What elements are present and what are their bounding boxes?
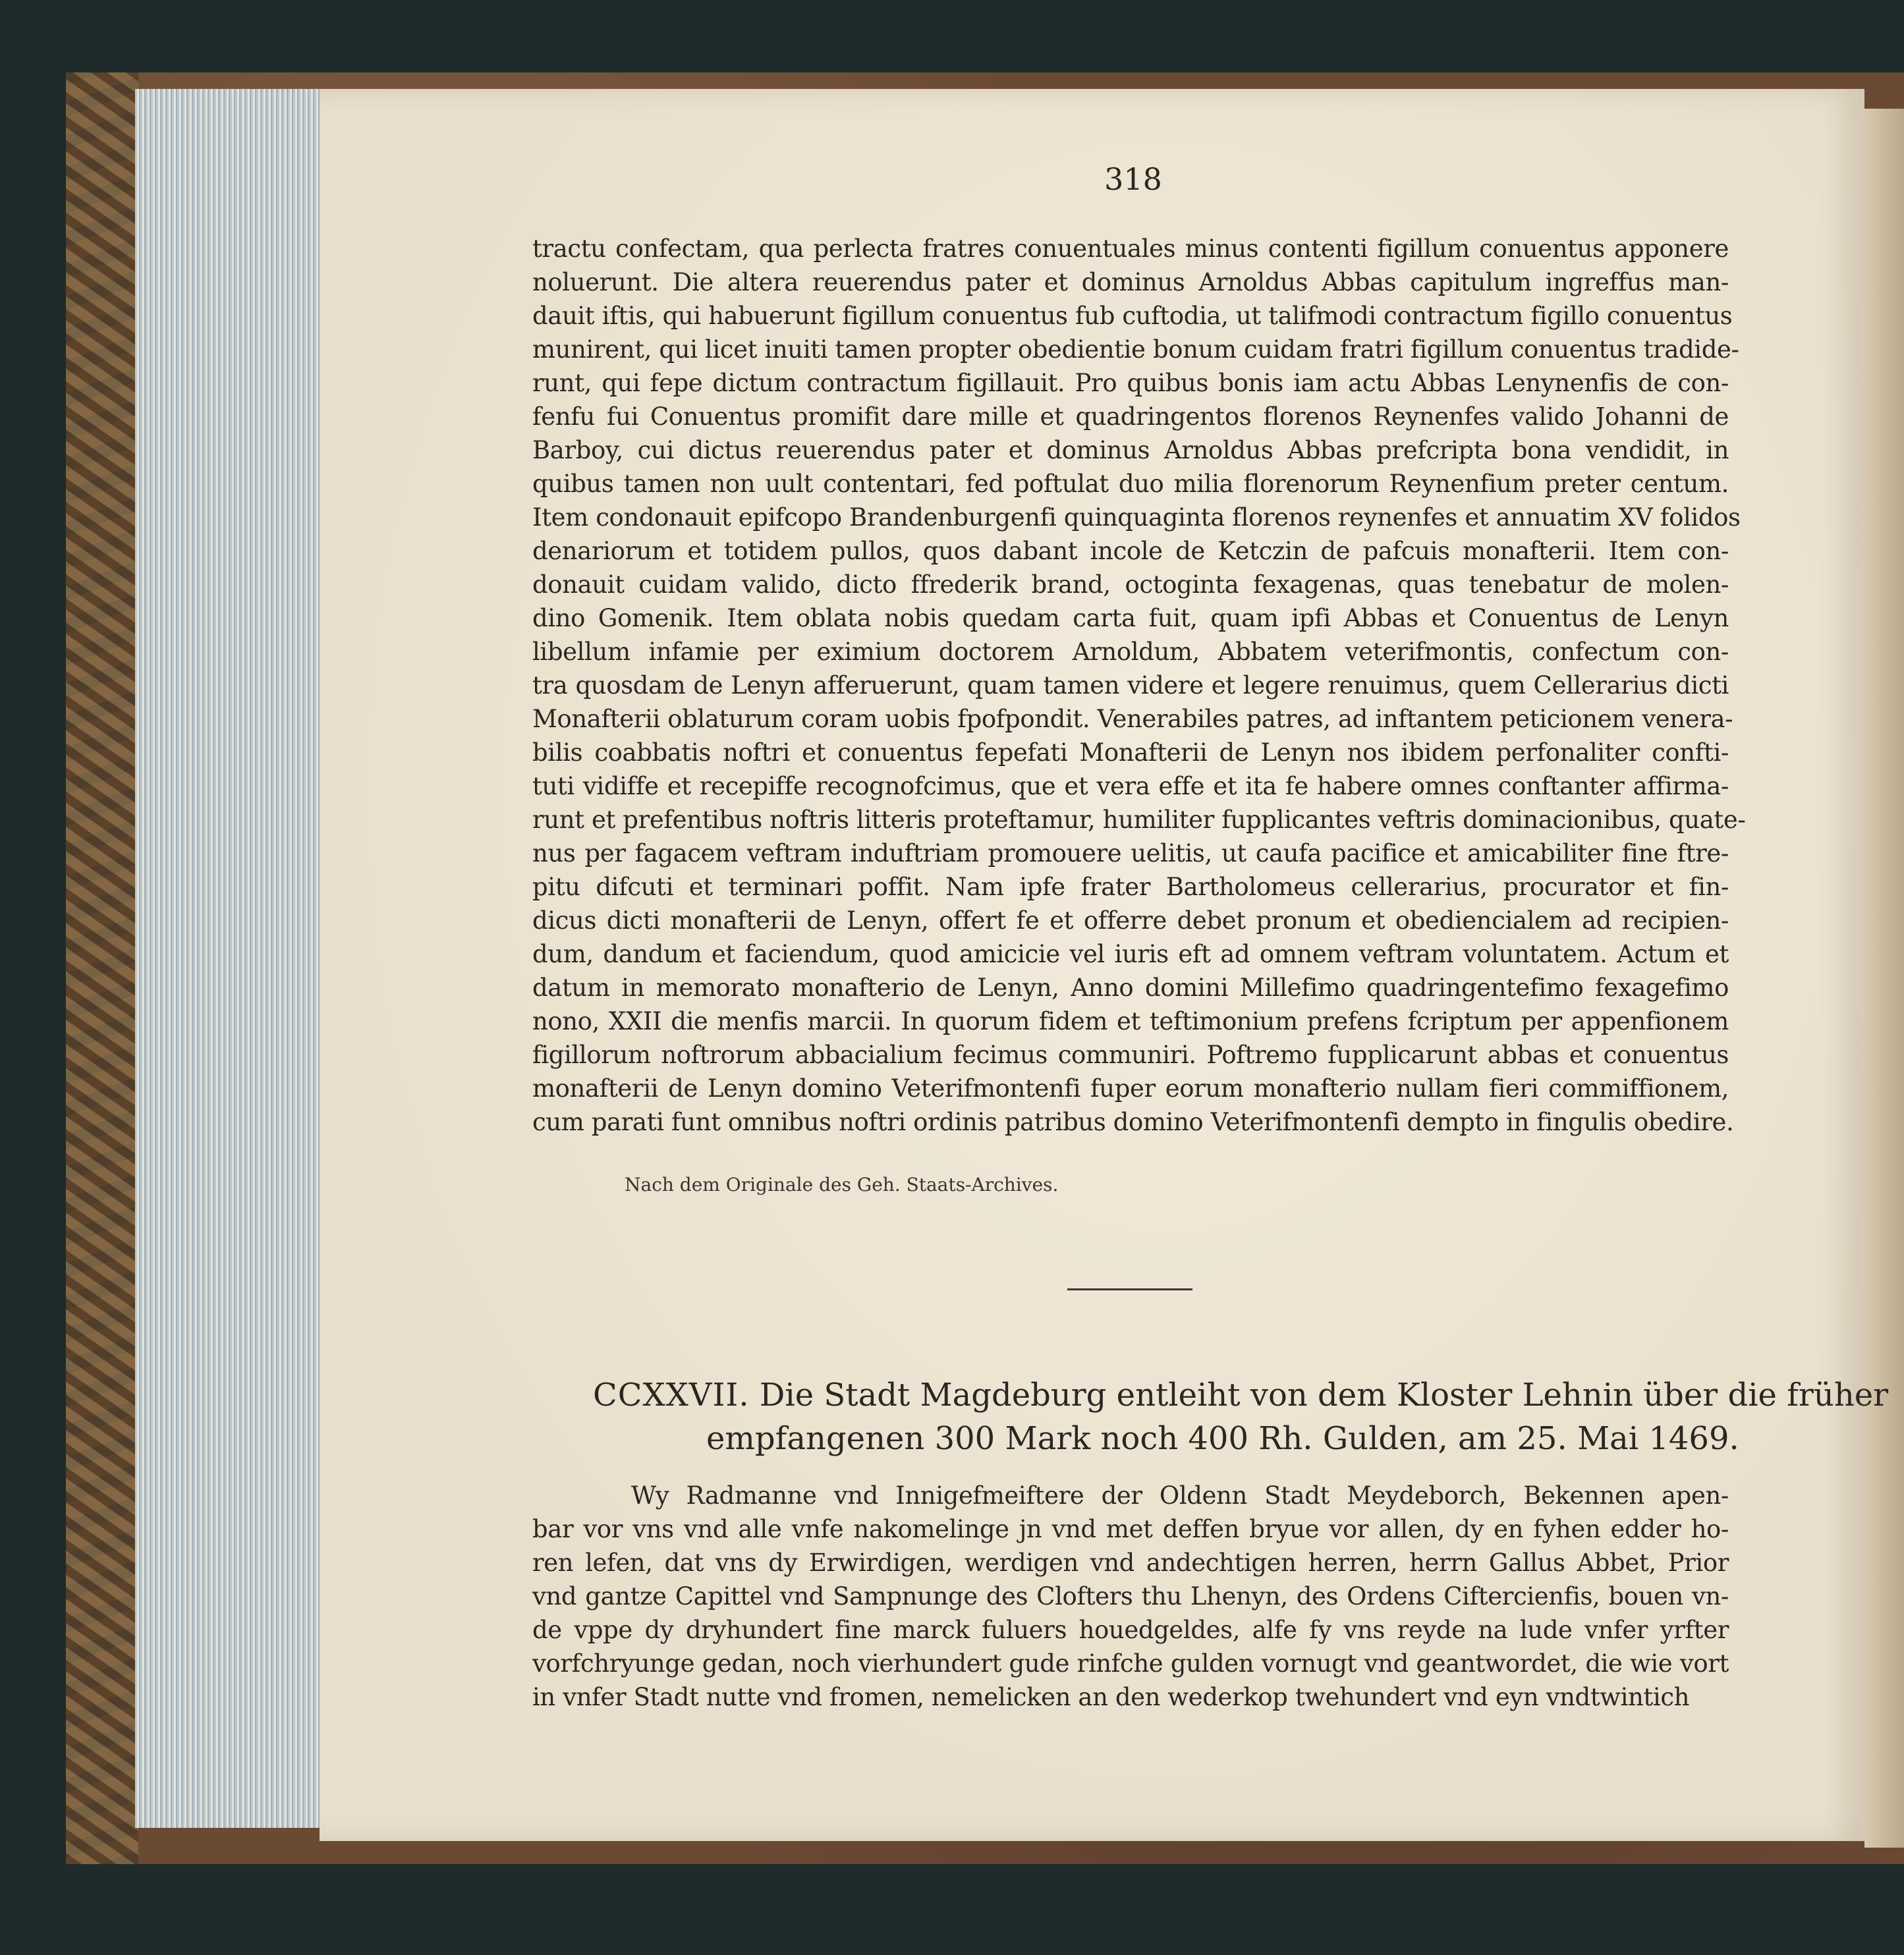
text-line: vnd gantze Capittel vnd Sampnunge des Clofters thu Lhenyn, des Ordens Ciftercienfis, bouen vn- xyxy=(532,1582,1729,1611)
text-line: Wy Radmanne vnd Innigefmeiftere der Oldenn Stadt Meydeborch, Bekennen apen- xyxy=(631,1481,1729,1510)
text-line: Monafterii oblaturum coram uobis fpofpondit. Venerabiles patres, ad inftantem peticionem venera- xyxy=(532,705,1733,733)
text-line: figillorum noftrorum abbacialium fecimus communiri. Poftremo fupplicarunt abbas et conuentus xyxy=(532,1041,1729,1069)
page-block-edges xyxy=(135,89,320,1828)
text-line: Item condonauit epifcopo Brandenburgenfi quinquaginta florenos reynenfes et annuatim XV folidos xyxy=(532,503,1741,532)
text-line: Barboy, cui dictus reuerendus pater et dominus Arnoldus Abbas prefcripta bona vendidit, in xyxy=(532,436,1729,464)
text-line: nus per fagacem veftram induftriam promouere uelitis, ut caufa pacifice et amicabiliter fine ftre- xyxy=(532,839,1729,867)
text-line: bilis coabbatis noftri et conuentus fepefati Monafterii de Lenyn nos ibidem perfonaliter confti- xyxy=(532,738,1729,767)
text-line: fenfu fui Conuentus promifit dare mille et quadringentos florenos Reynenfes valido Johanni de xyxy=(532,402,1729,431)
text-line: noluerunt. Die altera reuerendus pater et dominus Arnoldus Abbas capitulum ingreffus man- xyxy=(532,268,1729,296)
latin-document-text xyxy=(532,232,1746,1139)
german-document-text xyxy=(532,1479,1729,1714)
text-line: de vppe dy dryhundert fine marck fuluers houedgeldes, alfe fy vns reyde na lude vnfer yrfter xyxy=(532,1616,1729,1644)
text-line: donauit cuidam valido, dicto ffrederik brand, octoginta fexagenas, quas tenebatur de molen- xyxy=(532,570,1729,599)
text-line: dauit iftis, qui habuerunt figillum conuentus fub cuftodia, ut talifmodi contractum figillo conuentus xyxy=(532,302,1733,330)
heading-line-1 xyxy=(593,1373,1889,1417)
text-line: in vnfer Stadt nutte vnd fromen, nemelicken an den wederkop twehundert vnd eyn vndtwintich xyxy=(532,1683,1690,1711)
text-line: libellum infamie per eximium doctorem Arnoldum, Abbatem veterifmontis, confectum con- xyxy=(532,638,1729,666)
text-line: monafterii de Lenyn domino Veterifmontenfi fuper eorum monafterio nullam fieri commiffionem, xyxy=(532,1074,1729,1103)
text-line: datum in memorato monafterio de Lenyn, Anno domini Millefimo quadringentefimo fexagefimo xyxy=(532,974,1729,1002)
text-line: tra quosdam de Lenyn afferuerunt, quam tamen videre et legere renuimus, quem Cellerarius dicti xyxy=(532,671,1729,700)
text-line: dino Gomenik. Item oblata nobis quedam carta fuit, quam ipfi Abbas et Conuentus de Lenyn xyxy=(532,604,1729,632)
text-line: cum parati funt omnibus noftri ordinis patribus domino Veterifmontenfi dempto in fingulis obedire. xyxy=(532,1108,1734,1136)
text-line: dum, dandum et faciendum, quod amicicie vel iuris eft ad omnem veftram voluntatem. Actum et xyxy=(532,940,1729,968)
text-line: munirent, qui licet inuiti tamen propter obedientie bonum cuidam fratri figillum conuentus tradide- xyxy=(532,335,1739,364)
text-line: vorfchryunge gedan, noch vierhundert gude rinfche gulden vornugt vnd geantwordet, die wie vort xyxy=(532,1649,1729,1678)
text-line: pitu difcuti et terminari poffit. Nam ipfe frater Bartholomeus cellerarius, procurator et fin- xyxy=(532,873,1729,901)
text-line: runt et prefentibus noftris litteris proteftamur, humiliter fupplicantes veftris dominacionibus, quate- xyxy=(532,806,1746,834)
text-line: tractu confectam, qua perlecta fratres conuentuales minus contenti figillum conuentus apponere xyxy=(532,234,1729,263)
page-number: 318 xyxy=(1104,161,1162,197)
text-line: tuti vidiffe et recepiffe recognofcimus, que et vera effe et ita fe habere omnes conftanter affirma- xyxy=(532,772,1729,800)
heading-title: Die Stadt Magdeburg entleiht von dem Kloster Lehnin über die früher xyxy=(759,1377,1889,1414)
text-line: nono, XXII die menfis marcii. In quorum fidem et teftimonium prefens fcriptum per appenfionem xyxy=(532,1007,1729,1035)
heading-line-2: empfangenen 300 Mark noch 400 Rh. Gulden, am 25. Mai 1469. xyxy=(706,1420,1739,1457)
document-number: CCXXVII. xyxy=(593,1377,750,1414)
text-line: denariorum et totidem pullos, quos dabant incole de Ketczin de pafcuis monafterii. Item con- xyxy=(532,537,1729,565)
text-line: runt, qui fepe dictum contractum figillauit. Pro quibus bonis iam actu Abbas Lenynenfis de con- xyxy=(532,369,1729,397)
text-line: ren lefen, dat vns dy Erwirdigen, werdigen vnd andechtigen herren, herrn Gallus Abbet, Prior xyxy=(532,1549,1729,1577)
section-separator xyxy=(1067,1288,1192,1290)
marbled-cover-edge xyxy=(66,72,138,1864)
source-note: Nach dem Originale des Geh. Staats-Archives. xyxy=(625,1174,1059,1196)
text-line: quibus tamen non uult contentari, fed poftulat duo milia florenorum Reynenfium preter centum. xyxy=(532,470,1729,498)
facing-page-edge xyxy=(1864,109,1904,1848)
text-line: dicus dicti monafterii de Lenyn, offert fe et offerre debet pronum et obediencialem ad recipien- xyxy=(532,906,1729,935)
document-heading xyxy=(593,1373,1889,1460)
text-line: bar vor vns vnd alle vnfe nakomelinge jn vnd met deffen bryue vor allen, dy en fyhen edder ho- xyxy=(532,1515,1729,1543)
